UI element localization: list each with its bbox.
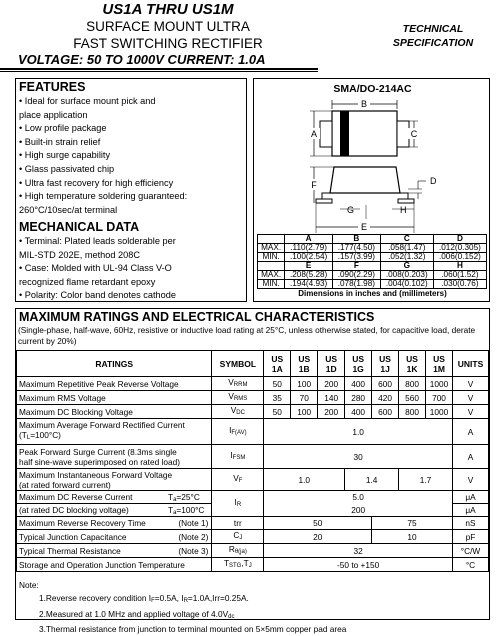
text-fragment: (Note 3)	[178, 545, 209, 556]
table-row	[17, 445, 489, 469]
col-part	[426, 351, 453, 377]
table-cell: pF	[452, 530, 488, 544]
table-cell	[212, 558, 264, 572]
table-cell: Maximum Repetitive Peak Reverse Voltage	[17, 377, 212, 391]
table-cell	[212, 391, 264, 405]
mechanical-heading: MECHANICAL DATA	[19, 220, 140, 234]
table-cell: °C/W	[452, 544, 488, 558]
table-cell: V	[452, 405, 488, 419]
table-cell: 70	[291, 391, 318, 405]
table-cell	[212, 377, 264, 391]
table-row	[17, 391, 489, 405]
table-cell: C	[380, 235, 433, 244]
subscript: dc	[228, 613, 235, 620]
table-cell: 400	[345, 377, 372, 391]
table-cell: 1.0	[264, 419, 453, 445]
col-part	[318, 351, 345, 377]
table-cell: G	[380, 262, 433, 271]
table-cell: 100	[291, 405, 318, 419]
text-fragment: I	[230, 450, 233, 460]
list-item: 260°C/10sec/at terminal	[19, 204, 118, 215]
table-cell: 140	[318, 391, 345, 405]
features-heading: FEATURES	[19, 80, 86, 94]
part-subtitle-1: SURFACE MOUNT ULTRA	[86, 19, 250, 34]
list-item: • Polarity: Color band denotes cathode	[19, 290, 176, 301]
dim-label-b: B	[360, 99, 368, 109]
table-cell: .194(4.93)	[285, 280, 333, 289]
ratings-condition: (Single-phase, half-wave, 60Hz, resistive or inductive load rating at 25°C, unless otherwise stated, for capacitive load, derate current by 20%)	[18, 325, 476, 346]
note-3: 3.Thermal resistance from junction to terminal mounted on 5×5mm copper pad area	[39, 624, 347, 635]
dim-label-a: A	[310, 129, 318, 139]
text-fragment: US	[271, 353, 284, 364]
dim-label-g: G	[347, 205, 355, 215]
table-cell	[212, 491, 264, 517]
table-cell: nS	[452, 517, 488, 530]
ratings-panel	[15, 308, 490, 635]
table-cell: 600	[372, 377, 399, 391]
table-cell: E	[285, 262, 333, 271]
col-part	[372, 351, 399, 377]
package-title: SMA/DO-214AC	[333, 83, 412, 95]
table-cell: F	[332, 262, 380, 271]
table-cell: 50	[264, 517, 372, 530]
table-cell	[212, 469, 264, 491]
voltage-current-line: VOLTAGE: 50 TO 1000V CURRENT: 1.0A	[18, 52, 266, 67]
table-cell: μA	[452, 504, 488, 517]
table-cell: °C	[452, 558, 488, 572]
subscript: F(AV)	[231, 430, 247, 436]
text-fragment: 1A	[271, 363, 283, 374]
text-fragment: V	[230, 405, 237, 415]
list-item: • Ideal for surface mount pick and	[19, 96, 156, 106]
table-cell	[17, 544, 212, 558]
part-subtitle-2: FAST SWITCHING RECTIFIER	[73, 36, 263, 51]
table-cell: .004(0.102)	[380, 280, 433, 289]
col-part	[399, 351, 426, 377]
text-fragment: Peak Forward Surge Current (8.3ms single	[19, 446, 177, 457]
table-cell: Maximum RMS Voltage	[17, 391, 212, 405]
text-fragment: Maximum Instantaneous Forward Voltage	[19, 469, 173, 480]
text-fragment: V	[228, 391, 234, 401]
text-fragment: =1.0A,Irr=0.25A.	[187, 592, 249, 603]
text-fragment: 1G	[352, 363, 364, 374]
list-item: place application	[19, 109, 88, 120]
table-cell	[212, 544, 264, 558]
text-fragment: I	[229, 425, 232, 435]
table-row	[17, 377, 489, 391]
list-item: MIL-STD 202E, method 208C	[19, 249, 141, 260]
features-list	[19, 95, 187, 217]
header-divider	[0, 68, 318, 70]
table-cell: .052(1.32)	[380, 253, 433, 262]
table-cell: V	[452, 377, 488, 391]
subscript: J	[239, 535, 243, 541]
table-cell: 1.7	[399, 469, 453, 491]
text-fragment: Maximum Average Forward Rectified Current	[19, 420, 185, 430]
text-fragment: (at rated forward current)	[19, 479, 111, 490]
table-cell: 35	[264, 391, 291, 405]
table-cell: 400	[345, 405, 372, 419]
subscript: θ(ja)	[234, 549, 247, 555]
text-fragment: 1M	[433, 363, 445, 374]
text-fragment: V	[228, 377, 234, 387]
mechanical-list	[19, 235, 176, 303]
table-cell	[17, 419, 212, 445]
subscript: DC	[236, 410, 245, 416]
dim-label-h: H	[400, 205, 407, 215]
table-cell: .006(0.152)	[433, 253, 486, 262]
table-cell: 1000	[426, 377, 453, 391]
col-part	[291, 351, 318, 377]
text-fragment: US	[352, 353, 365, 364]
subscript: R	[236, 502, 242, 508]
table-cell: V	[452, 391, 488, 405]
text-fragment: T	[168, 492, 174, 502]
table-cell: .008(0.203)	[380, 271, 433, 280]
list-item: • Terminal: Plated leads solderable per	[19, 236, 176, 246]
table-cell: A	[452, 419, 488, 445]
text-fragment: (Note 1)	[178, 518, 209, 528]
table-cell: 200	[318, 405, 345, 419]
text-fragment: T	[168, 505, 174, 515]
table-cell: 32	[264, 544, 453, 558]
table-cell: MAX.	[258, 271, 285, 280]
table-cell: .208(5.28)	[285, 271, 333, 280]
header-divider-thin	[0, 71, 318, 72]
table-cell: 30	[264, 445, 453, 469]
text-fragment: US	[406, 353, 418, 364]
table-cell: 10	[372, 530, 453, 544]
package-outline-drawing	[254, 93, 491, 243]
table-cell: 560	[399, 391, 426, 405]
col-ratings: RATINGS	[17, 351, 212, 377]
table-cell: MAX.	[258, 244, 285, 253]
table-cell: 200	[264, 504, 453, 517]
dim-label-e: E	[360, 222, 368, 232]
table-cell: 700	[426, 391, 453, 405]
text-fragment: =0.5A, I	[154, 592, 184, 603]
table-cell: .090(2.29)	[332, 271, 380, 280]
table-row	[17, 419, 489, 445]
text-fragment: US	[433, 353, 445, 364]
table-cell: trr	[212, 517, 264, 530]
text-fragment: half sine-wave superimposed on rated load)	[19, 456, 180, 467]
list-item: • Case: Molded with UL-94 Class V-O	[19, 263, 172, 274]
text-fragment: 1D	[325, 363, 337, 374]
text-fragment: =25°C	[176, 492, 200, 502]
col-units: UNITS	[452, 351, 488, 377]
table-row	[17, 544, 489, 558]
text-fragment: US	[325, 353, 338, 364]
table-cell: 75	[372, 517, 453, 530]
table-cell: 1.4	[345, 469, 399, 491]
table-cell	[17, 491, 212, 504]
text-fragment: Maximum DC Reverse Current	[19, 492, 133, 502]
table-cell: Maximum DC Blocking Voltage	[17, 405, 212, 419]
ratings-heading: MAXIMUM RATINGS AND ELECTRICAL CHARACTERISTICS	[19, 310, 375, 324]
subscript: a	[173, 510, 177, 516]
text-fragment: 1J	[380, 363, 390, 374]
text-fragment: (T	[19, 430, 27, 440]
text-fragment: =100°C)	[30, 430, 61, 440]
subscript: RRM	[233, 382, 248, 388]
table-cell	[212, 405, 264, 419]
notes-section	[19, 579, 346, 636]
table-cell: 50	[264, 377, 291, 391]
table-cell: 800	[399, 377, 426, 391]
subscript: RMS	[233, 396, 248, 402]
text-fragment: ,T	[241, 558, 249, 568]
table-cell: D	[433, 235, 486, 244]
subscript: F	[238, 478, 243, 484]
text-fragment: US	[379, 353, 391, 364]
note-1	[19, 592, 346, 608]
table-cell	[212, 530, 264, 544]
col-part	[345, 351, 372, 377]
dimension-note: Dimensions in inches and (millimeters)	[298, 289, 447, 298]
table-cell: .177(4.50)	[332, 244, 380, 253]
table-row	[258, 253, 487, 262]
text-fragment: 2.Measured at 1.0 MHz and applied voltage of 4.0V	[39, 608, 229, 619]
dim-label-c: C	[410, 129, 418, 139]
list-item: • High temperature soldering guaranteed:	[19, 191, 188, 202]
subscript: R	[183, 597, 188, 604]
table-cell: 600	[372, 405, 399, 419]
notes-heading: Note:	[19, 580, 39, 590]
table-cell	[212, 419, 264, 445]
table-cell: .078(1.98)	[332, 280, 380, 289]
col-symbol: SYMBOL	[212, 351, 264, 377]
dim-label-f: F	[311, 180, 317, 190]
text-fragment: Typical Thermal Resistance	[19, 545, 121, 556]
table-cell: .012(0.305)	[433, 244, 486, 253]
text-fragment: 1.Reverse recovery condition I	[39, 592, 152, 603]
text-fragment: (Note 2)	[178, 531, 209, 542]
table-row	[17, 530, 489, 544]
col-part	[264, 351, 291, 377]
table-cell: 420	[372, 391, 399, 405]
table-cell: B	[332, 235, 380, 244]
table-cell: MIN.	[258, 253, 285, 262]
text-fragment: US	[298, 353, 311, 364]
list-item: recognized flame retardant epoxy	[19, 276, 156, 287]
table-cell: 100	[291, 377, 318, 391]
table-row	[17, 558, 489, 572]
text-fragment: Typical Junction Capacitance	[19, 531, 127, 542]
text-fragment: 1B	[298, 363, 310, 374]
text-fragment: V	[233, 473, 239, 483]
subscript: FSM	[232, 455, 246, 461]
technical-specification-label: TECHNICAL SPECIFICATION	[392, 23, 474, 49]
table-cell: 800	[399, 405, 426, 419]
table-cell	[17, 504, 212, 517]
note-2	[19, 608, 346, 624]
text-fragment: T	[223, 558, 230, 568]
package-panel	[253, 78, 490, 302]
table-header-row	[17, 351, 489, 377]
table-row	[17, 491, 489, 504]
table-cell: 280	[345, 391, 372, 405]
subscript: L	[26, 435, 31, 441]
subscript: STG	[229, 563, 242, 569]
table-cell: MIN.	[258, 280, 285, 289]
text-fragment: 1K	[406, 363, 418, 374]
text-fragment: R	[228, 544, 235, 554]
table-row	[17, 469, 489, 491]
document-header	[0, 0, 500, 70]
list-item: • Low profile package	[19, 123, 107, 134]
subscript: J	[248, 563, 252, 569]
table-cell: V	[452, 469, 488, 491]
table-cell	[212, 445, 264, 469]
table-cell: .060(1.52)	[433, 271, 486, 280]
subscript: F	[151, 597, 155, 604]
table-row	[17, 517, 489, 530]
text-fragment: C	[233, 530, 240, 540]
dimension-table	[257, 234, 487, 289]
table-row	[258, 280, 487, 289]
table-cell: 50	[264, 405, 291, 419]
text-fragment: (at rated DC blocking voltage)	[19, 505, 129, 515]
list-item: • Ultra fast recovery for high efficiency	[19, 177, 174, 188]
table-cell: 200	[318, 377, 345, 391]
table-cell: Storage and Operation Junction Temperature	[17, 558, 212, 572]
table-cell: .058(1.47)	[380, 244, 433, 253]
table-cell	[17, 530, 212, 544]
table-cell: 20	[264, 530, 372, 544]
subscript: a	[173, 497, 177, 503]
table-cell: .100(2.54)	[285, 253, 333, 262]
table-cell	[17, 469, 212, 491]
table-cell: μA	[452, 491, 488, 504]
part-title: US1A THRU US1M	[102, 1, 234, 18]
table-cell: A	[285, 235, 333, 244]
table-cell: 5.0	[264, 491, 453, 504]
text-fragment: Maximum Reverse Recovery Time	[19, 518, 146, 528]
list-item: • Glass passivated chip	[19, 163, 115, 174]
table-cell: .110(2.79)	[285, 244, 333, 253]
table-cell: H	[433, 262, 486, 271]
text-fragment: I	[234, 497, 237, 507]
table-cell: 1000	[426, 405, 453, 419]
table-cell: -50 to +150	[264, 558, 453, 572]
table-cell: .157(3.99)	[332, 253, 380, 262]
dim-label-d: D	[430, 176, 437, 186]
table-row	[17, 405, 489, 419]
table-cell: A	[452, 445, 488, 469]
features-panel	[15, 78, 247, 302]
ratings-table	[16, 350, 489, 572]
table-cell	[17, 445, 212, 469]
list-item: • High surge capability	[19, 150, 111, 161]
text-fragment: =100°C	[176, 505, 205, 515]
table-cell: 1.0	[264, 469, 345, 491]
table-cell	[17, 517, 212, 530]
list-item: • Built-in strain relief	[19, 136, 101, 147]
table-cell: .030(0.76)	[433, 280, 486, 289]
